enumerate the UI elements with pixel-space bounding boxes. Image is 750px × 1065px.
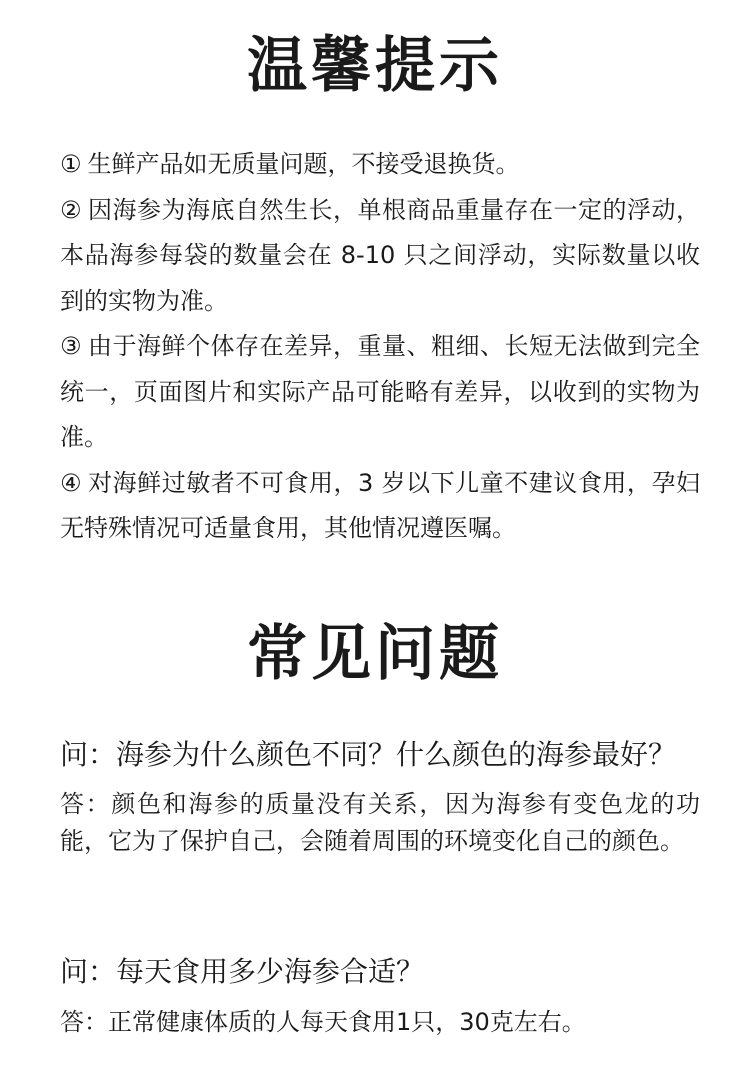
tip-item <box>60 461 700 552</box>
tip-text: 因海参为海底自然生长，单根商品重量存在一定的浮动，本品海参每袋的数量会在 8-10 只之间浮动，实际数量以收到的实物为准。 <box>60 195 700 315</box>
tip-text: 对海鲜过敏者不可食用，3 岁以下儿童不建议食用，孕妇无特殊情况可适量食用，其他情况遵医嘱。 <box>60 468 700 542</box>
tip-number: ③ <box>60 332 83 360</box>
tips-title: 温馨提示 <box>247 31 503 101</box>
tip-item <box>60 142 700 188</box>
tip-item <box>60 188 700 325</box>
faq-question: 问：海参为什么颜色不同？什么颜色的海参最好？ <box>60 738 677 771</box>
tip-text: 由于海鲜个体存在差异，重量、粗细、长短无法做到完全统一，页面图片和实际产品可能略有差异，以收到的实物为准。 <box>60 332 700 451</box>
faq-answer: 答：正常健康体质的人每天食用1只，30克左右。 <box>60 1008 586 1036</box>
tip-number: ① <box>60 150 82 178</box>
tip-text: 生鲜产品如无质量问题，不接受退换货。 <box>87 150 520 178</box>
tips-list <box>60 142 700 552</box>
faq-title: 常见问题 <box>247 619 503 689</box>
tip-item <box>60 324 700 461</box>
faq-answer: 答：颜色和海参的质量没有关系，因为海参有变色龙的功能，它为了保护自己，会随着周围的环境变化自己的颜色。 <box>60 790 700 855</box>
tip-number: ② <box>60 195 83 224</box>
tip-number: ④ <box>60 468 83 497</box>
faq-question: 问：每天食用多少海参合适？ <box>60 955 425 988</box>
